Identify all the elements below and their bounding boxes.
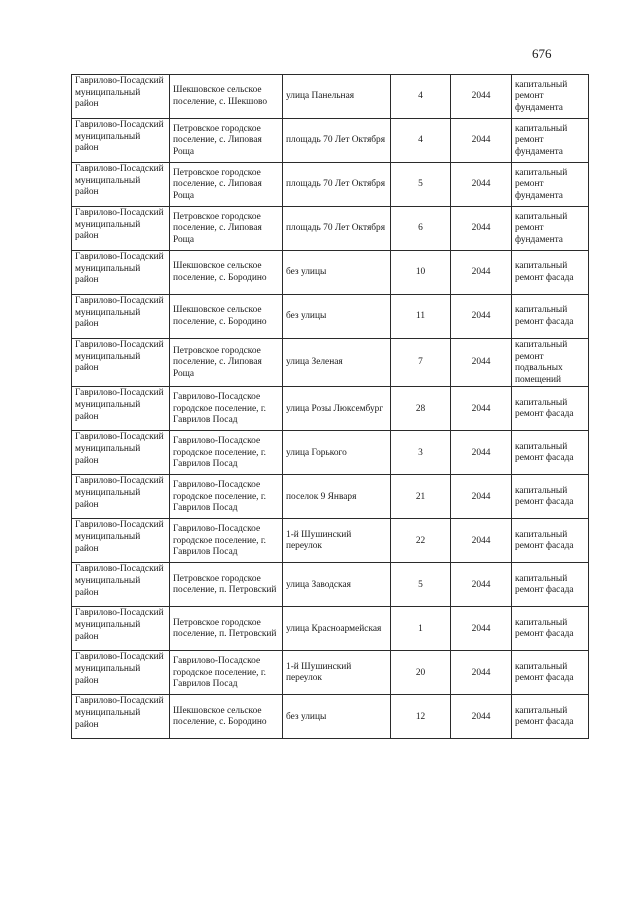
cell-district: Гаврилово-Посадский муниципальный район — [72, 251, 170, 295]
cell-year: 2044 — [451, 119, 512, 163]
cell-year: 2044 — [451, 251, 512, 295]
cell-street: площадь 70 Лет Октября — [283, 207, 391, 251]
cell-year: 2044 — [451, 563, 512, 607]
cell-house-number: 3 — [391, 431, 451, 475]
cell-street: улица Зеленая — [283, 339, 391, 387]
cell-settlement: Петровское городское поселение, п. Петровский — [170, 607, 283, 651]
cell-district: Гаврилово-Посадский муниципальный район — [72, 695, 170, 739]
table-row — [72, 295, 589, 339]
cell-year: 2044 — [451, 75, 512, 119]
table-row — [72, 563, 589, 607]
cell-settlement: Петровское городское поселение, с. Липовая Роща — [170, 339, 283, 387]
cell-street: без улицы — [283, 295, 391, 339]
cell-street: площадь 70 Лет Октября — [283, 119, 391, 163]
table-row — [72, 607, 589, 651]
cell-house-number: 21 — [391, 475, 451, 519]
cell-settlement: Шекшовское сельское поселение, с. Бородино — [170, 295, 283, 339]
cell-settlement: Петровское городское поселение, п. Петровский — [170, 563, 283, 607]
cell-year: 2044 — [451, 607, 512, 651]
cell-work-type: капитальный ремонт подвальных помещений — [512, 339, 589, 387]
cell-work-type: капитальный ремонт фасада — [512, 563, 589, 607]
table-row — [72, 695, 589, 739]
cell-district: Гаврилово-Посадский муниципальный район — [72, 339, 170, 387]
table-row — [72, 207, 589, 251]
cell-district: Гаврилово-Посадский муниципальный район — [72, 75, 170, 119]
cell-house-number: 11 — [391, 295, 451, 339]
cell-street: 1-й Шушинский переулок — [283, 519, 391, 563]
cell-settlement: Шекшовское сельское поселение, с. Шекшово — [170, 75, 283, 119]
cell-work-type: капитальный ремонт фасада — [512, 251, 589, 295]
cell-year: 2044 — [451, 295, 512, 339]
cell-work-type: капитальный ремонт фасада — [512, 387, 589, 431]
table-row — [72, 475, 589, 519]
table-row — [72, 519, 589, 563]
cell-settlement: Гаврилово-Посадское городское поселение, г. Гаврилов Посад — [170, 431, 283, 475]
cell-district: Гаврилово-Посадский муниципальный район — [72, 475, 170, 519]
cell-house-number: 10 — [391, 251, 451, 295]
cell-year: 2044 — [451, 387, 512, 431]
cell-street: улица Горького — [283, 431, 391, 475]
cell-house-number: 22 — [391, 519, 451, 563]
cell-house-number: 20 — [391, 651, 451, 695]
table-row — [72, 251, 589, 295]
cell-settlement: Шекшовское сельское поселение, с. Бородино — [170, 251, 283, 295]
cell-street: улица Красноармейская — [283, 607, 391, 651]
cell-house-number: 5 — [391, 163, 451, 207]
cell-street: улица Заводская — [283, 563, 391, 607]
table-body — [72, 75, 589, 739]
cell-year: 2044 — [451, 339, 512, 387]
cell-year: 2044 — [451, 519, 512, 563]
cell-street: 1-й Шушинский переулок — [283, 651, 391, 695]
cell-district: Гаврилово-Посадский муниципальный район — [72, 431, 170, 475]
cell-district: Гаврилово-Посадский муниципальный район — [72, 607, 170, 651]
repair-schedule-table — [71, 74, 589, 739]
cell-year: 2044 — [451, 695, 512, 739]
cell-street: без улицы — [283, 695, 391, 739]
cell-district: Гаврилово-Посадский муниципальный район — [72, 295, 170, 339]
cell-work-type: капитальный ремонт фундамента — [512, 207, 589, 251]
cell-district: Гаврилово-Посадский муниципальный район — [72, 387, 170, 431]
cell-house-number: 4 — [391, 119, 451, 163]
cell-settlement: Шекшовское сельское поселение, с. Бородино — [170, 695, 283, 739]
cell-district: Гаврилово-Посадский муниципальный район — [72, 651, 170, 695]
table-row — [72, 431, 589, 475]
cell-street: без улицы — [283, 251, 391, 295]
cell-house-number: 7 — [391, 339, 451, 387]
cell-district: Гаврилово-Посадский муниципальный район — [72, 519, 170, 563]
cell-year: 2044 — [451, 207, 512, 251]
table-row — [72, 119, 589, 163]
cell-settlement: Петровское городское поселение, с. Липовая Роща — [170, 207, 283, 251]
cell-work-type: капитальный ремонт фундамента — [512, 119, 589, 163]
cell-street: улица Розы Люксембург — [283, 387, 391, 431]
cell-work-type: капитальный ремонт фасада — [512, 475, 589, 519]
page-number: 676 — [532, 46, 552, 61]
cell-work-type: капитальный ремонт фасада — [512, 295, 589, 339]
cell-settlement: Гаврилово-Посадское городское поселение, г. Гаврилов Посад — [170, 475, 283, 519]
cell-work-type: капитальный ремонт фасада — [512, 607, 589, 651]
table-row — [72, 163, 589, 207]
cell-district: Гаврилово-Посадский муниципальный район — [72, 119, 170, 163]
cell-year: 2044 — [451, 651, 512, 695]
cell-work-type: капитальный ремонт фасада — [512, 519, 589, 563]
table-row — [72, 75, 589, 119]
cell-house-number: 28 — [391, 387, 451, 431]
cell-settlement: Гаврилово-Посадское городское поселение, г. Гаврилов Посад — [170, 651, 283, 695]
cell-year: 2044 — [451, 475, 512, 519]
cell-district: Гаврилово-Посадский муниципальный район — [72, 207, 170, 251]
cell-house-number: 5 — [391, 563, 451, 607]
table-row — [72, 651, 589, 695]
cell-work-type: капитальный ремонт фундамента — [512, 75, 589, 119]
cell-house-number: 4 — [391, 75, 451, 119]
cell-work-type: капитальный ремонт фасада — [512, 651, 589, 695]
cell-street: улица Панельная — [283, 75, 391, 119]
cell-work-type: капитальный ремонт фасада — [512, 431, 589, 475]
cell-settlement: Петровское городское поселение, с. Липовая Роща — [170, 163, 283, 207]
cell-house-number: 1 — [391, 607, 451, 651]
table-row — [72, 339, 589, 387]
cell-district: Гаврилово-Посадский муниципальный район — [72, 163, 170, 207]
cell-settlement: Петровское городское поселение, с. Липовая Роща — [170, 119, 283, 163]
cell-work-type: капитальный ремонт фундамента — [512, 163, 589, 207]
cell-house-number: 12 — [391, 695, 451, 739]
cell-work-type: капитальный ремонт фасада — [512, 695, 589, 739]
cell-street: площадь 70 Лет Октября — [283, 163, 391, 207]
table-row — [72, 387, 589, 431]
cell-settlement: Гаврилово-Посадское городское поселение, г. Гаврилов Посад — [170, 387, 283, 431]
cell-house-number: 6 — [391, 207, 451, 251]
cell-street: поселок 9 Января — [283, 475, 391, 519]
cell-settlement: Гаврилово-Посадское городское поселение, г. Гаврилов Посад — [170, 519, 283, 563]
cell-district: Гаврилово-Посадский муниципальный район — [72, 563, 170, 607]
cell-year: 2044 — [451, 163, 512, 207]
cell-year: 2044 — [451, 431, 512, 475]
